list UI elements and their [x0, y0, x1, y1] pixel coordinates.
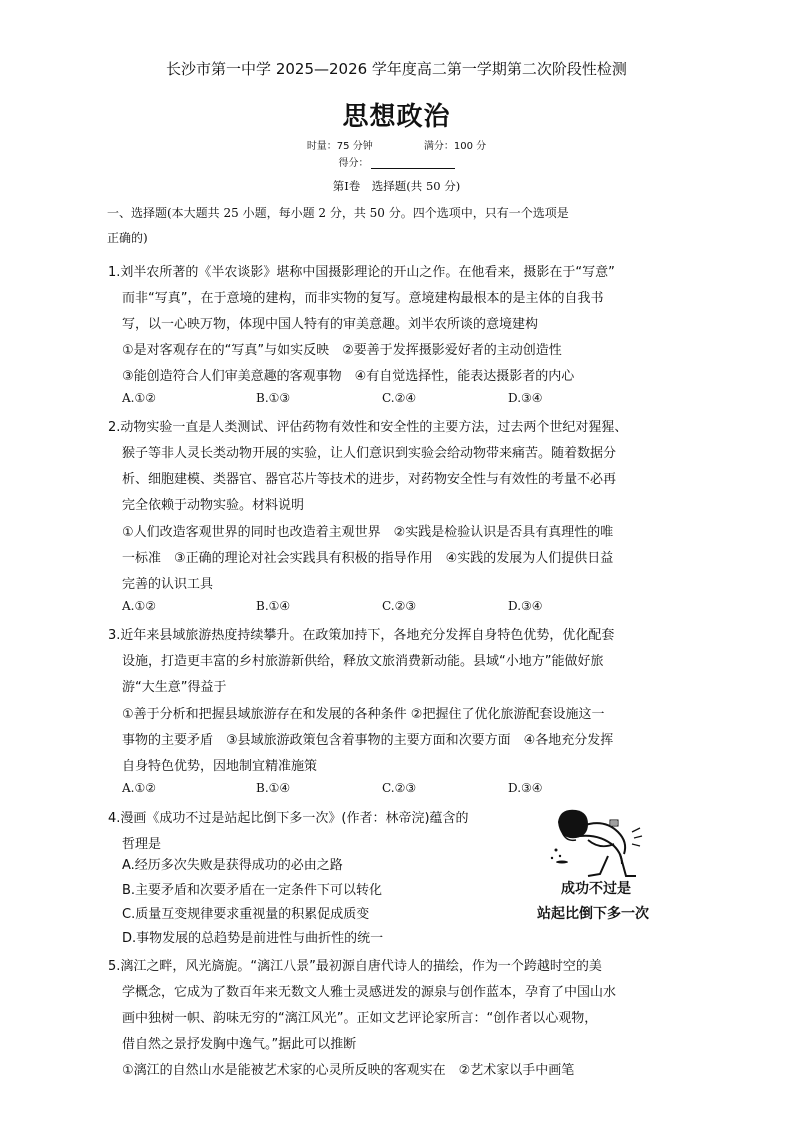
- q2-line-4: 完全依赖于动物实验。材料说明: [122, 498, 305, 513]
- q3-line-2: 设施，打造更丰富的乡村旅游新供给，释放文旅消费新动能。县域“小地方”能做好旅: [122, 654, 604, 669]
- q5-line-4: 借自然之景抒发胸中逸气。”据此可以推断: [122, 1037, 357, 1052]
- q3-line-3: 游“大生意”得益于: [122, 680, 227, 695]
- section-line-1: 一、选择题(本大题共 25 小题，每小题 2 分，共 50 分。四个选项中，只有一个选项是: [107, 206, 569, 220]
- q4-option-a: A.经历多次失败是获得成功的必由之路: [122, 858, 343, 873]
- q1-option-a: A.①②: [122, 391, 156, 405]
- time-label: 时量：75 分钟: [306, 141, 373, 152]
- q5-statement-1: ①漓江的自然山水是能被艺术家的心灵所反映的客观实在 ②艺术家以手中画笔: [122, 1063, 575, 1078]
- q3-line-1: 3.近年来县域旅游热度持续攀升。在政策加持下，各地充分发挥自身特色优势，优化配套: [108, 628, 615, 643]
- q2-statement-2: 一标准 ③正确的理论对社会实践具有积极的指导作用 ④实践的发展为人们提供日益: [122, 551, 614, 566]
- q3-statement-3: 自身特色优势，因地制宜精准施策: [122, 759, 318, 774]
- q4-option-b: B.主要矛盾和次要矛盾在一定条件下可以转化: [122, 883, 383, 898]
- q1-line-3: 写，以一心映万物，体现中国人特有的审美意趣。刘半农所谈的意境建构: [122, 317, 539, 332]
- score-line: [0, 154, 793, 169]
- q2-statement-1: ①人们改造客观世界的同时也改造着主观世界 ②实践是检验认识是否具有真理性的唯: [122, 525, 614, 540]
- cartoon-caption-line-2: 站起比倒下多一次: [537, 906, 649, 922]
- q1-option-d: D.③④: [508, 391, 543, 405]
- q3-option-b: B.①④: [256, 781, 291, 795]
- score-blank: [371, 157, 455, 169]
- q3-statement-2: 事物的主要矛盾 ③县域旅游政策包含着事物的主要方面和次要方面 ④各地充分发挥: [122, 733, 614, 748]
- full-score-label: 满分：100 分: [423, 141, 487, 152]
- q2-line-2: 猴子等非人灵长类动物开展的实验，让人们意识到实验会给动物带来痛苦。随着数据分: [122, 446, 617, 461]
- q4-option-c: C.质量互变规律要求重视量的积累促成质变: [122, 907, 370, 922]
- q5-line-2: 学概念，它成为了数百年来无数文人雅士灵感迸发的源泉与创作蓝本，孕育了中国山水: [122, 985, 617, 1000]
- exam-meta: [0, 137, 793, 152]
- q5-line-1: 5.漓江之畔，风光旖旎。“漓江八景”最初源自唐代诗人的描绘，作为一个跨越时空的美: [108, 959, 602, 974]
- q1-option-b: B.①③: [256, 391, 291, 405]
- q2-option-a: A.①②: [122, 599, 156, 613]
- q2-option-c: C.②③: [382, 599, 417, 613]
- q2-statement-3: 完善的认识工具: [122, 577, 214, 592]
- exam-title: 长沙市第一中学 2025—2026 学年度高二第一学期第二次阶段性检测: [166, 60, 627, 78]
- q1-statement-1: ①是对客观存在的“写真”与如实反映 ②要善于发挥摄影爱好者的主动创造性: [122, 343, 562, 358]
- q3-option-a: A.①②: [122, 781, 156, 795]
- q1-option-c: C.②④: [382, 391, 417, 405]
- q2-line-1: 2.动物实验一直是人类测试、评估药物有效性和安全性的主要方法，过去两个世纪对猩猩、: [108, 420, 628, 435]
- subject-title: 思想政治: [342, 102, 451, 132]
- q1-line-1: 1.刘半农所著的《半农谈影》堪称中国摄影理论的开山之作。在他看来，摄影在于“写意”: [108, 265, 615, 280]
- q1-line-2: 而非“写真”，在于意境的建构，而非实物的复写。意境建构最根本的是主体的自我书: [122, 291, 604, 306]
- volume-heading: 第Ⅰ卷 选择题(共 50 分): [332, 179, 461, 193]
- q2-option-b: B.①④: [256, 599, 291, 613]
- cartoon-caption-line-1: 成功不过是: [561, 881, 631, 897]
- q5-line-3: 画中独树一帜、韵味无穷的“漓江风光”。正如文艺评论家所言：“创作者以心观物，: [122, 1011, 598, 1026]
- q3-option-c: C.②③: [382, 781, 417, 795]
- q4-option-d: D.事物发展的总趋势是前进性与曲折性的统一: [122, 931, 384, 946]
- q1-statement-2: ③能创造符合人们审美意趣的客观事物 ④有自觉选择性，能表达摄影者的内心: [122, 369, 575, 384]
- q4-line-2: 哲理是: [122, 837, 162, 852]
- q3-option-d: D.③④: [508, 781, 543, 795]
- q2-line-3: 析、细胞建模、类器官、器官芯片等技术的进步，对药物安全性与有效性的考量不必再: [122, 472, 617, 487]
- q4-line-1: 4.漫画《成功不过是站起比倒下多一次》(作者：林帝浣)蕴含的: [108, 811, 469, 826]
- q2-option-d: D.③④: [508, 599, 543, 613]
- section-line-2: 正确的): [107, 231, 148, 245]
- score-label: 得分：: [338, 158, 369, 169]
- q3-statement-1: ①善于分析和把握县域旅游存在和发展的各种条件 ②把握住了优化旅游配套设施这一: [122, 707, 605, 722]
